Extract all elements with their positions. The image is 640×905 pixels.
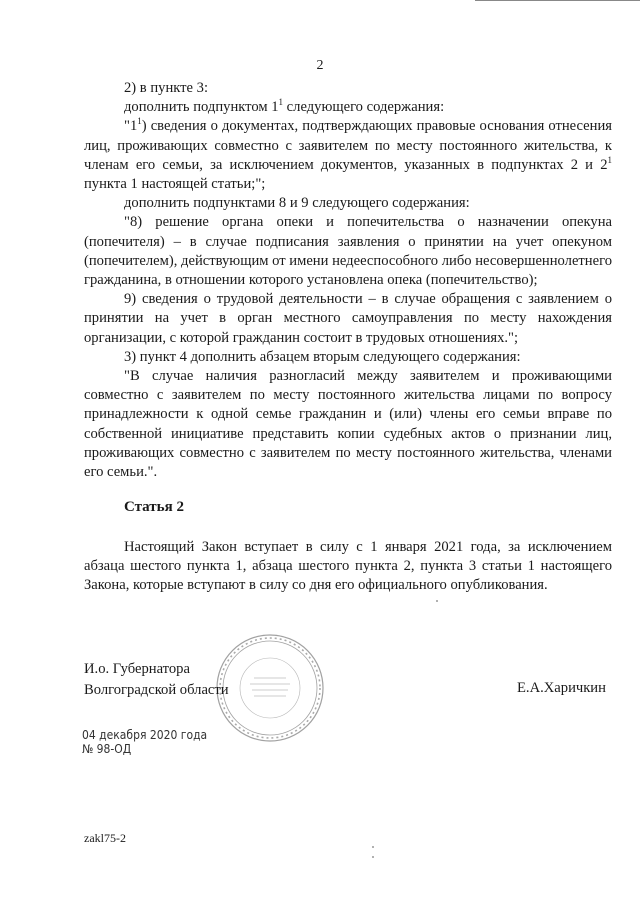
paragraph-disagreement: "В случае наличия разногласий между заявителем и проживающими совместно с заявителем по месту постоянного жительства лицами по вопросу принадлежности к одной семье гражданин и (или) члены его семьи вправе по собственной инициативе представить копии судебных актов о признании лиц, проживающих совместно с заявителем по месту постоянного жительства, членами его семьи.". xyxy=(84,368,612,481)
registration-number: № 98-ОД xyxy=(82,742,132,756)
amendment-text xyxy=(84,79,612,482)
signatory-name: Е.А.Харичкин xyxy=(517,680,606,696)
document-code: zakl75-2 xyxy=(84,831,126,845)
paragraph-subpoint-8: "8) решение органа опеки и попечительства о назначении опекуна (попечителя) – в случае подписания заявления о принятии на учет опекуном (попечителем), действующим от имени недееспособного либо несовершеннолетнего гражданина, в отношении которого установлена опека (попечительство); xyxy=(84,214,612,289)
scan-speck xyxy=(436,600,438,602)
registration-date: 04 декабря 2020 года xyxy=(82,728,208,742)
paragraph-subpoint-1-1: "$1^1$) сведения о документах, подтверждающих правовые основания отнесения лиц, проживающих совместно с заявителем по месту постоянного жительства, к членам его семьи, за исключением документов, указанных в подпунктах 2 и $2^1$ пункта 1 настоящей статьи;"; xyxy=(84,116,612,193)
article-2-text: Настоящий Закон вступает в силу с 1 января 2021 года, за исключением абзаца шестого пункта 1, абзаца шестого пункта 2, пункта 3 статьи 1 настоящего Закона, которые вступают в силу со дня его официального опубликования. xyxy=(84,539,612,594)
paragraph-add-subpoints-8-9: дополнить подпунктами 8 и 9 следующего содержания: xyxy=(124,195,470,212)
signatory-title xyxy=(84,659,229,701)
scan-speck xyxy=(372,846,374,848)
registration-stamp xyxy=(82,728,207,756)
article-2-heading: Статья 2 xyxy=(124,499,184,515)
paragraph-point-3: 3) пункт 4 дополнить абзацем вторым следующего содержания: xyxy=(124,348,521,365)
signatory-title-line2: Волгоградской области xyxy=(84,682,229,698)
top-edge-line xyxy=(475,0,640,1)
paragraph-point-2: 2) в пункте 3: xyxy=(124,80,209,96)
paragraph-subpoint-9: 9) сведения о трудовой деятельности – в случае обращения с заявлением о принятии на учет в орган местного самоуправления по месту нахождения организации, с которой гражданин состоит в трудовых отношениях."; xyxy=(84,291,612,346)
page-number: 2 xyxy=(316,58,324,73)
paragraph-add-subpoint-1-1: дополнить подпунктом $1^1$ следующего содержания: xyxy=(124,97,445,116)
scan-speck xyxy=(372,856,374,858)
signatory-title-line1: И.о. Губернатора xyxy=(84,661,190,677)
official-seal-stamp xyxy=(214,632,326,744)
article-2-body xyxy=(84,538,612,596)
